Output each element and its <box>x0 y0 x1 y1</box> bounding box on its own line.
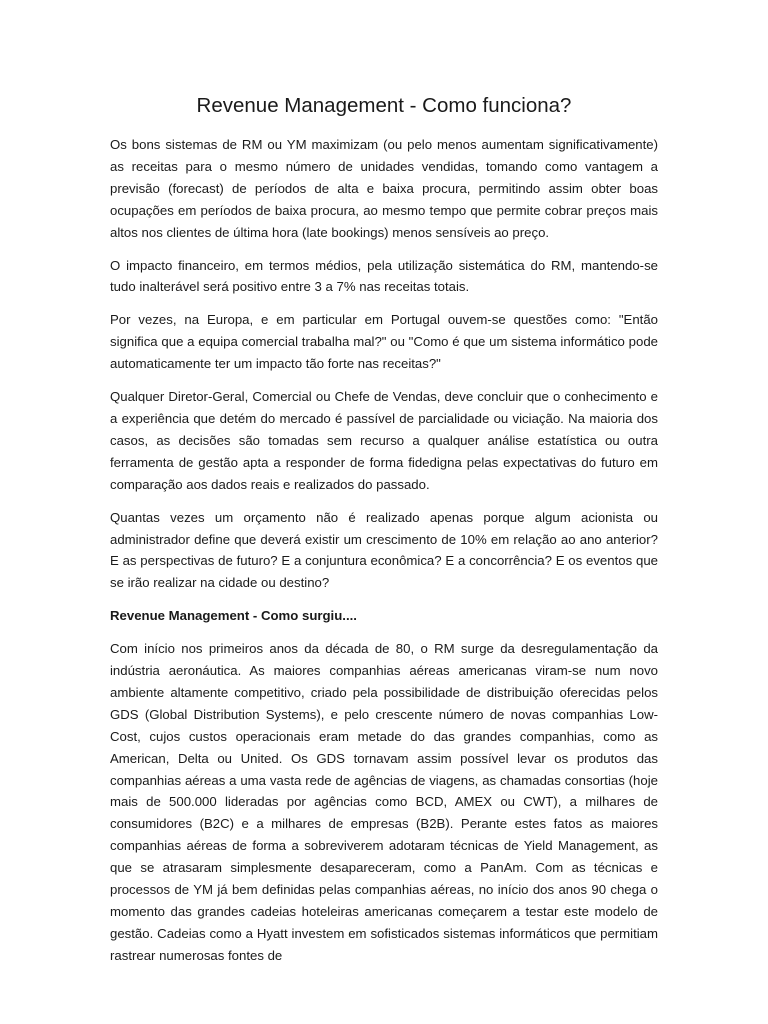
paragraph-budget-questions: Quantas vezes um orçamento não é realizado apenas porque algum acionista ou administrador define que deverá existir um crescimento de 10% em relação ao ano anterior? E as perspectivas de futuro? E a conjuntura econômica? E a concorrência? E os eventos que se irão realizar na cidade ou destino? <box>110 509 658 591</box>
paragraph-questions-europe: Por vezes, na Europa, e em particular em Portugal ouvem-se questões como: "Então significa que a equipa comercial trabalha mal?" ou "Como é que um sistema informático pode automaticamente ter um impacto tão forte nas receitas?" <box>110 312 658 372</box>
document-body <box>110 134 658 967</box>
paragraph-financial-impact: O impacto financeiro, em termos médios, pela utilização sistemática do RM, mantendo-se tudo inalterável será positivo entre 3 a 7% nas receitas totais. <box>110 257 658 295</box>
paragraph-rm-origin: Com início nos primeiros anos da década de 80, o RM surge da desregulamentação da indústria aeronáutica. As maiores companhias aéreas americanas viram-se num novo ambiente altamente competitivo, criado pela possibilidade de distribuição oferecidas pelos GDS (Global Distribution Systems), e pelo crescente número de novas companhias Low-Cost, cujos custos operacionais eram metade do das grandes companhias, como as American, Delta ou United. Os GDS tornavam assim possível levar os produtos das companhias aéreas a uma vasta rede de agências de viagens, as chamadas consortias (hoje mais de 500.000 lideradas por agências como BCD, AMEX ou CWT), a milhares de consumidores (B2C) e a milhares de empresas (B2B). Perante estes fatos as maiores companhias aéreas de forma a sobreviverem adotaram técnicas de Yield Management, as que se atrasaram simplesmente desapareceram, como a PanAm. Com as técnicas e processos de YM já bem definidas pelas companhias aéreas, no início dos anos 90 chega o momento das grandes cadeias hoteleiras americanas começarem a testar este modelo de gestão. Cadeias como a Hyatt investem em sofisticados sistemas informáticos que permitiam rastrear numerosas fontes de <box>110 641 658 963</box>
paragraph-rm-systems: Os bons sistemas de RM ou YM maximizam (ou pelo menos aumentam significativamente) as receitas para o mesmo número de unidades vendidas, tomando como vantagem a previsão (forecast) de períodos de alta e baixa procura, permitindo assim obter boas ocupações em períodos de baixa procura, ao mesmo tempo que permite cobrar preços mais altos nos clientes de última hora (late bookings) menos sensíveis ao preço. <box>110 137 658 240</box>
document-title: Revenue Management - Como funciona? <box>196 94 572 117</box>
paragraph-director-knowledge: Qualquer Diretor-Geral, Comercial ou Chefe de Vendas, deve concluir que o conhecimento e a experiência que detém do mercado é passível de parcialidade ou viciação. Na maioria dos casos, as decisões são tomadas sem recurso a qualquer análise estatística ou outra ferramenta de gestão apta a responder de forma fidedigna pelas expectativas do futuro em comparação aos dados reais e realizados do passado. <box>110 389 658 492</box>
section-heading-origin: Revenue Management - Como surgiu.... <box>110 608 357 624</box>
